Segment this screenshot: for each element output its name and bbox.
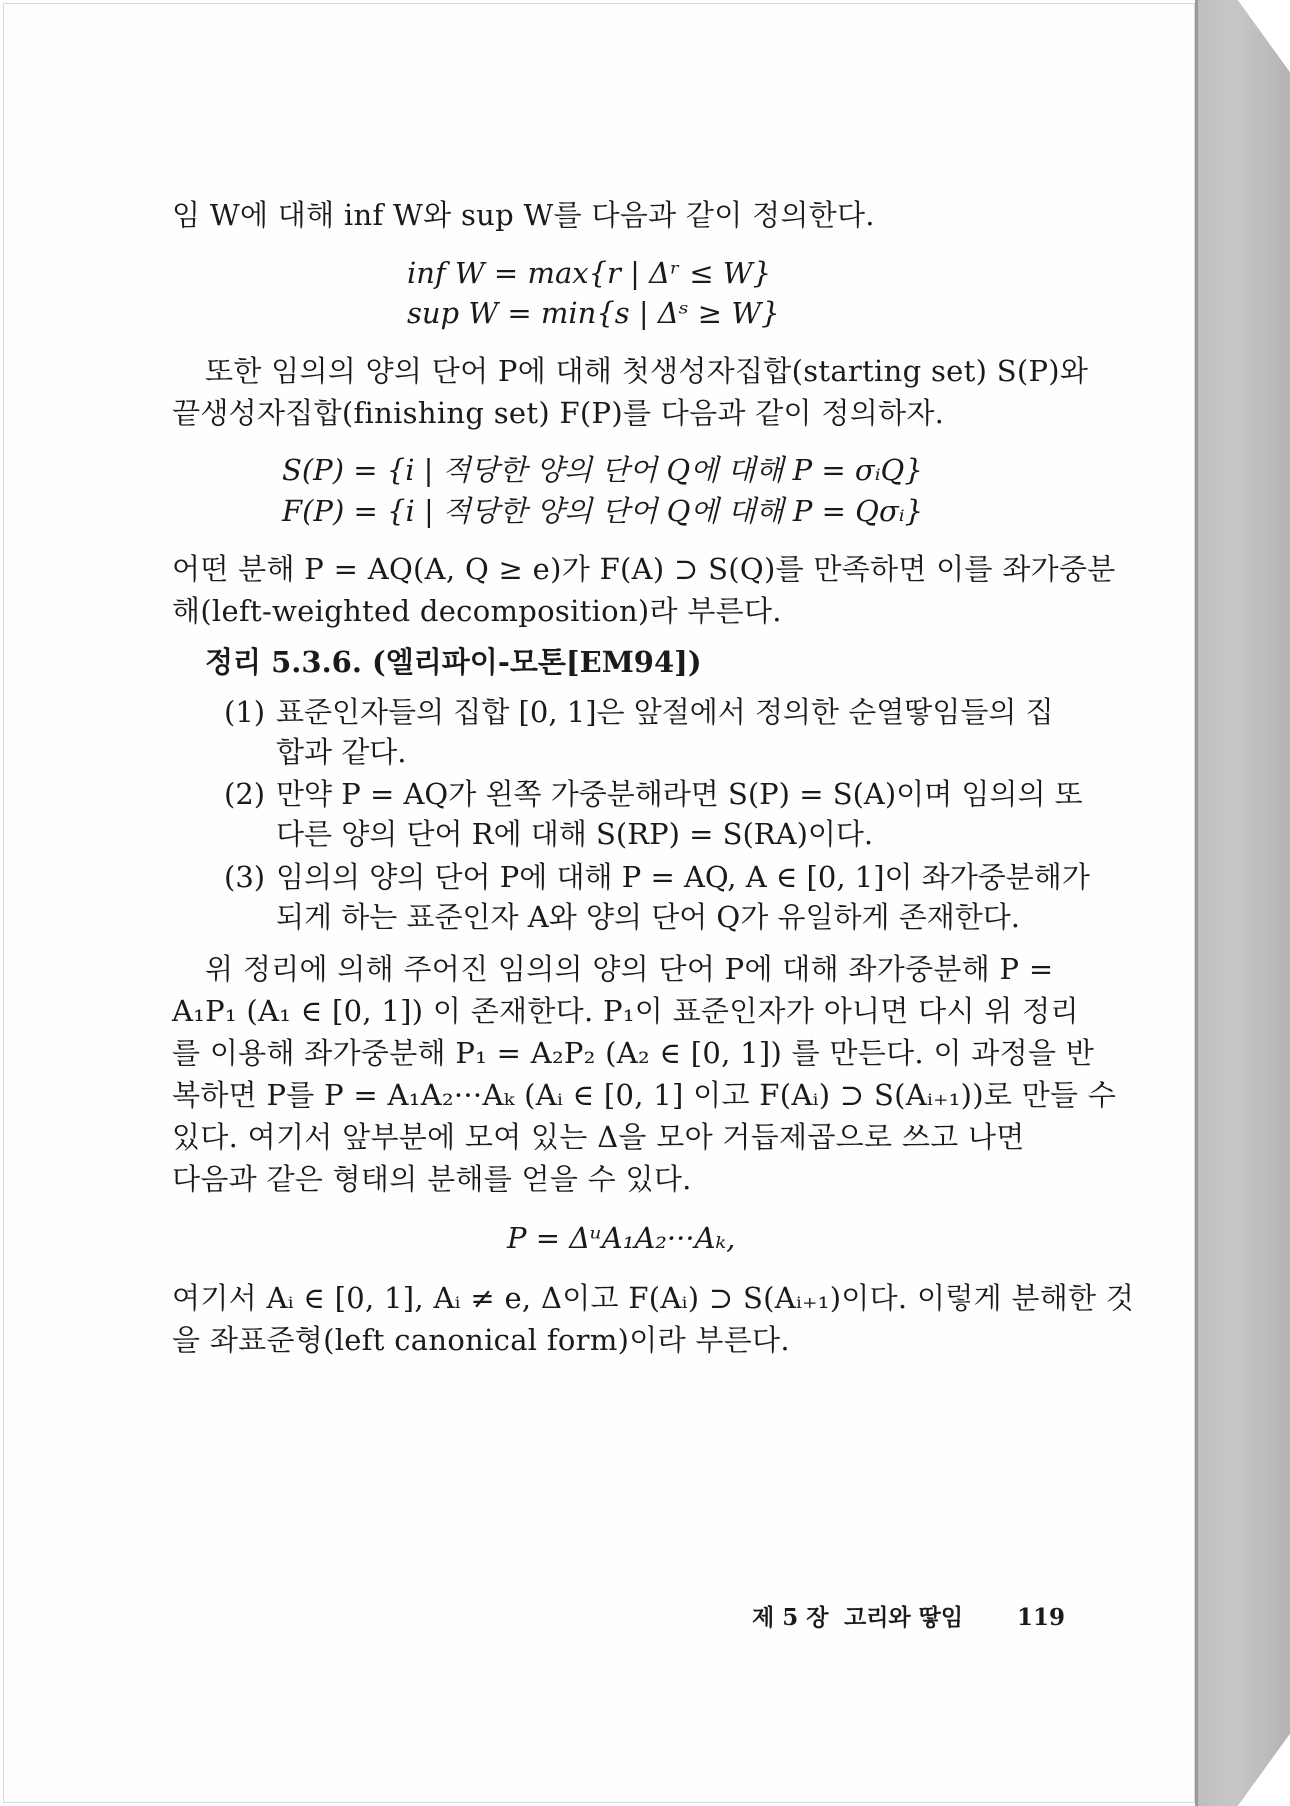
- text-line: 을 좌표준형(left canonical form)이라 부른다.: [172, 1323, 790, 1357]
- text-line: 여기서 Aᵢ ∈ [0, 1], Aᵢ ≠ e, Δ이고 F(Aᵢ) ⊃ S(Aᵢ₊₁)이다. 이렇게 분해한 것: [172, 1281, 1135, 1315]
- theorem-item-text: 만약 P = AQ가 왼쪽 가중분해라면 S(P) = S(A)이며 임의의 또: [276, 777, 1083, 811]
- text-line: 임 W에 대해 inf W와 sup W를 다음과 같이 정의한다.: [172, 198, 875, 232]
- text-line: 를 이용해 좌가중분해 P₁ = A₂P₂ (A₂ ∈ [0, 1]) 를 만든다. 이 과정을 반: [172, 1036, 1095, 1070]
- text-line: 위 정리에 의해 주어진 임의의 양의 단어 P에 대해 좌가중분해 P =: [205, 952, 1054, 986]
- formula-sup: sup W = min{s | Δˢ ≥ W}: [407, 296, 780, 330]
- formula-start-set: S(P) = {i | 적당한 양의 단어 Q에 대해 P = σᵢQ}: [282, 453, 923, 487]
- book-side: [1195, 0, 1290, 1806]
- text-line: 어떤 분해 P = AQ(A, Q ≥ e)가 F(A) ⊃ S(Q)를 만족하면 이를 좌가중분: [172, 552, 1116, 586]
- footer-chapter-title: 고리와 땋임: [844, 1604, 964, 1631]
- text-line: A₁P₁ (A₁ ∈ [0, 1]) 이 존재한다. P₁이 표준인자가 아니면 다시 위 정리: [172, 994, 1079, 1028]
- text-line: 또한 임의의 양의 단어 P에 대해 첫생성자집합(starting set) S(P)와: [205, 354, 1089, 388]
- text-line: 다음과 같은 형태의 분해를 얻을 수 있다.: [172, 1162, 692, 1196]
- formula-finish-set: F(P) = {i | 적당한 양의 단어 Q에 대해 P = Qσᵢ}: [282, 494, 924, 528]
- theorem-item-text: 다른 양의 단어 R에 대해 S(RP) = S(RA)이다.: [276, 817, 874, 851]
- page-number: 119: [1017, 1604, 1066, 1631]
- theorem-item-text: 표준인자들의 집합 [0, 1]은 앞절에서 정의한 순열땋임들의 집: [276, 695, 1054, 729]
- text-line: 있다. 여기서 앞부분에 모여 있는 Δ을 모아 거듭제곱으로 쓰고 나면: [172, 1120, 1025, 1154]
- theorem-item-number: (3): [224, 860, 266, 894]
- book-page: [4, 4, 1194, 1802]
- book-edge: [1195, 0, 1198, 1806]
- theorem-item-text: 되게 하는 표준인자 A와 양의 단어 Q가 유일하게 존재한다.: [276, 900, 1020, 934]
- theorem-item-text: 임의의 양의 단어 P에 대해 P = AQ, A ∈ [0, 1]이 좌가중분해가: [276, 860, 1090, 894]
- formula-canonical: P = ΔᵘA₁A₂···Aₖ,: [507, 1221, 736, 1255]
- theorem-item-number: (1): [224, 695, 266, 729]
- theorem-item-number: (2): [224, 777, 266, 811]
- theorem-title: 정리 5.3.6. (엘리파이-모톤[EM94]): [205, 645, 702, 679]
- text-line: 해(left-weighted decomposition)라 부른다.: [172, 594, 782, 628]
- footer-chapter: 제 5 장: [752, 1604, 829, 1631]
- text-line: 복하면 P를 P = A₁A₂···Aₖ (Aᵢ ∈ [0, 1] 이고 F(Aᵢ) ⊃ S(Aᵢ₊₁))로 만들 수: [172, 1078, 1117, 1112]
- text-line: 끝생성자집합(finishing set) F(P)를 다음과 같이 정의하자.: [172, 396, 945, 430]
- formula-inf: inf W = max{r | Δʳ ≤ W}: [407, 256, 772, 290]
- theorem-item-text: 합과 같다.: [276, 735, 407, 769]
